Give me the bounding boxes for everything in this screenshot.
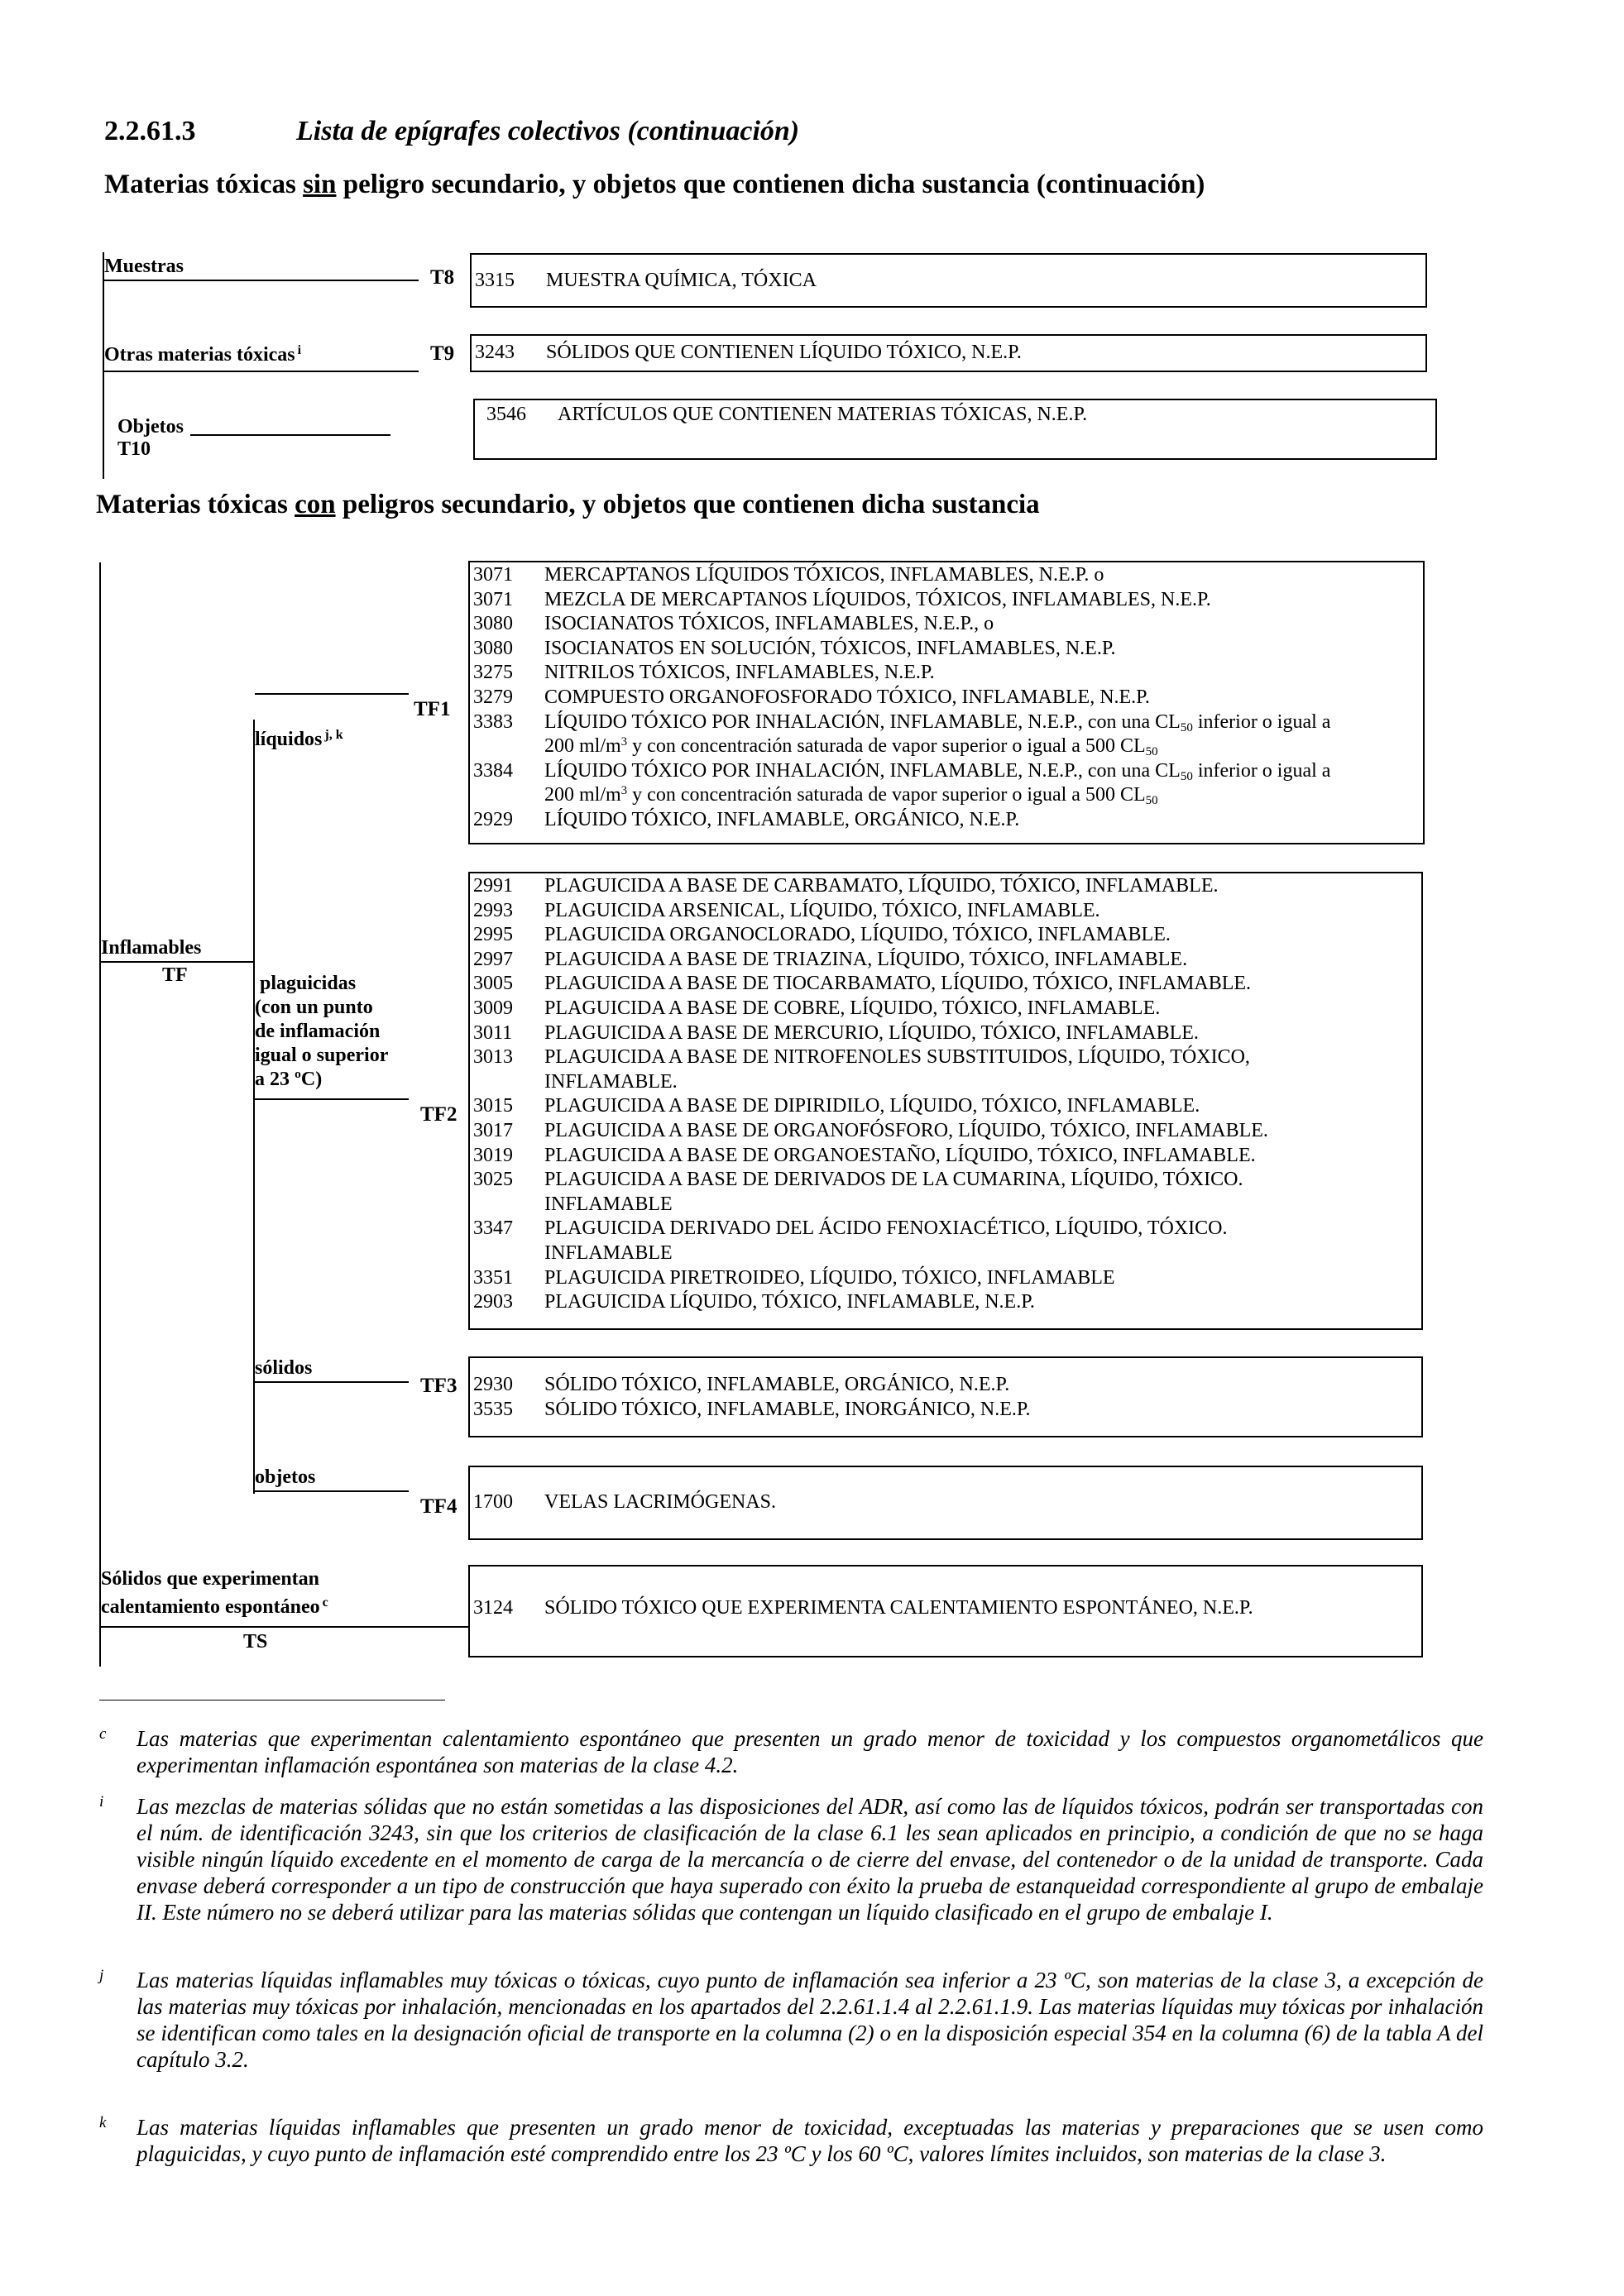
list-item: 3347 PLAGUICIDA DERIVADO DEL ÁCIDO FENOXIACÉTICO, LÍQUIDO, TÓXICO. xyxy=(473,1217,1228,1240)
list-item: INFLAMABLE xyxy=(544,1193,673,1215)
list-item: 2930 SÓLIDO TÓXICO, INFLAMABLE, ORGÁNICO, N.E.P. xyxy=(473,1374,1010,1395)
label-plaguicidas: plaguicidas (con un punto de inflamación igual o superior a 23 ºC) xyxy=(255,973,389,1090)
rule-tf3 xyxy=(255,1381,409,1383)
list-item: 3071 MERCAPTANOS LÍQUIDOS TÓXICOS, INFLAMABLES, N.E.P. o xyxy=(473,564,1104,586)
rule-tf1 xyxy=(255,693,409,695)
code-tf: TF xyxy=(162,964,188,986)
box-t10 xyxy=(473,399,1437,460)
group2-outer-bracket xyxy=(99,562,101,1667)
list-item: 3383 LÍQUIDO TÓXICO POR INHALACIÓN, INFLAMABLE, N.E.P., con una $CL_{50}$ inferior o igual a xyxy=(473,710,1331,734)
list-item: 3124 SÓLIDO TÓXICO QUE EXPERIMENTA CALENTAMIENTO ESPONTÁNEO, N.E.P. xyxy=(473,1597,1253,1619)
rule-ts xyxy=(99,1626,468,1628)
code-t8: T8 xyxy=(430,266,455,289)
label-muestras: Muestras xyxy=(104,256,184,277)
list-item: 1700 VELAS LACRIMÓGENAS. xyxy=(473,1491,777,1513)
rule-muestras xyxy=(103,280,419,281)
code-tf4: TF4 xyxy=(420,1495,457,1518)
list-item: 3243 SÓLIDOS QUE CONTIENEN LÍQUIDO TÓXICO, N.E.P. xyxy=(475,342,1022,363)
list-item: 3071 MEZCLA DE MERCAPTANOS LÍQUIDOS, TÓXICOS, INFLAMABLES, N.E.P. xyxy=(473,588,1211,610)
box-t9 xyxy=(470,334,1427,372)
label-inflamables: Inflamables xyxy=(101,937,202,959)
label-solidos-calentamiento: Sólidos que experimentan calentamiento espontáneo $^c$ xyxy=(101,1568,328,1618)
list-item: 2929 LÍQUIDO TÓXICO, INFLAMABLE, ORGÁNICO, N.E.P. xyxy=(473,808,1020,830)
subtitle-con: Materias tóxicas con peligros secundario, y objetos que contienen dicha sustancia xyxy=(96,490,1040,519)
rule-tf4 xyxy=(255,1490,409,1492)
list-item: 3019 PLAGUICIDA A BASE DE ORGANOESTAÑO, LÍQUIDO, TÓXICO, INFLAMABLE. xyxy=(473,1144,1256,1166)
label-solidos: sólidos xyxy=(255,1357,313,1379)
rule-inflamables xyxy=(99,961,255,963)
rule-otras xyxy=(103,371,419,372)
list-item: 3546 ARTÍCULOS QUE CONTIENEN MATERIAS TÓXICAS, N.E.P. xyxy=(486,404,1088,425)
code-tf2: TF2 xyxy=(420,1103,457,1126)
code-tf1: TF1 xyxy=(414,698,451,720)
box-tf2 xyxy=(468,872,1423,1330)
label-objetos: Objetos xyxy=(117,416,184,438)
list-item: 3279 COMPUESTO ORGANOFOSFORADO TÓXICO, INFLAMABLE, N.E.P. xyxy=(473,686,1150,708)
code-t9: T9 xyxy=(430,342,455,365)
list-item: 3315 MUESTRA QUÍMICA, TÓXICA xyxy=(475,270,817,291)
list-item: 3080 ISOCIANATOS TÓXICOS, INFLAMABLES, N.E.P., o xyxy=(473,613,994,635)
list-item: 3275 NITRILOS TÓXICOS, INFLAMABLES, N.E.P. xyxy=(473,662,935,684)
list-item: 3535 SÓLIDO TÓXICO, INFLAMABLE, INORGÁNICO, N.E.P. xyxy=(473,1398,1031,1420)
section-title: Lista de epígrafes colectivos (continuación) xyxy=(296,116,800,146)
list-item: 3025 PLAGUICIDA A BASE DE DERIVADOS DE LA CUMARINA, LÍQUIDO, TÓXICO. xyxy=(473,1169,1243,1191)
list-item: INFLAMABLE. xyxy=(544,1070,678,1093)
label-liquidos: líquidos $^{j, k}$ xyxy=(255,728,343,750)
code-t10: T10 xyxy=(117,438,151,460)
rule-tf2 xyxy=(255,1098,409,1100)
section-number: 2.2.61.3 xyxy=(104,116,196,146)
list-item: 3005 PLAGUICIDA A BASE DE TIOCARBAMATO, LÍQUIDO, TÓXICO, INFLAMABLE. xyxy=(473,973,1252,995)
section-heading xyxy=(104,116,799,147)
label-otras-materias: Otras materias tóxicas $^i$ xyxy=(104,343,302,366)
list-item: 3351 PLAGUICIDA PIRETROIDEO, LÍQUIDO, TÓXICO, INFLAMABLE xyxy=(473,1266,1115,1289)
list-item: 2995 PLAGUICIDA ORGANOCLORADO, LÍQUIDO, TÓXICO, INFLAMABLE. xyxy=(473,924,1171,946)
list-item: 200 $ml/m^3$ y con concentración saturada de vapor superior o igual a 500 $CL_{50}$ xyxy=(544,735,1158,759)
list-item: 3009 PLAGUICIDA A BASE DE COBRE, LÍQUIDO, TÓXICO, INFLAMABLE. xyxy=(473,997,1161,1019)
list-item: 3384 LÍQUIDO TÓXICO POR INHALACIÓN, INFLAMABLE, N.E.P., con una $CL_{50}$ inferior o igual a xyxy=(473,759,1331,783)
box-t8 xyxy=(470,253,1427,308)
list-item: 3080 ISOCIANATOS EN SOLUCIÓN, TÓXICOS, INFLAMABLES, N.E.P. xyxy=(473,637,1116,659)
list-item: INFLAMABLE xyxy=(544,1241,673,1264)
list-item: 2991 PLAGUICIDA A BASE DE CARBAMATO, LÍQUIDO, TÓXICO, INFLAMABLE. xyxy=(473,875,1219,897)
code-tf3: TF3 xyxy=(420,1375,457,1397)
list-item: 2903 PLAGUICIDA LÍQUIDO, TÓXICO, INFLAMABLE, N.E.P. xyxy=(473,1291,1035,1313)
list-item: 2993 PLAGUICIDA ARSENICAL, LÍQUIDO, TÓXICO, INFLAMABLE. xyxy=(473,899,1100,921)
box-tf1 xyxy=(468,561,1425,844)
list-item: 3015 PLAGUICIDA A BASE DE DIPIRIDILO, LÍQUIDO, TÓXICO, INFLAMABLE. xyxy=(473,1095,1200,1117)
rule-objetos xyxy=(190,434,390,436)
list-item: 200 $ml/m^3$ y con concentración saturada de vapor superior o igual a 500 $CL_{50}$ xyxy=(544,784,1158,808)
list-item: 3013 PLAGUICIDA A BASE DE NITROFENOLES SUBSTITUIDOS, LÍQUIDO, TÓXICO, xyxy=(473,1046,1250,1069)
label-objetos-tf4: objetos xyxy=(255,1466,316,1488)
box-tf4 xyxy=(468,1466,1423,1540)
code-ts: TS xyxy=(243,1631,268,1653)
list-item: 2997 PLAGUICIDA A BASE DE TRIAZINA, LÍQUIDO, TÓXICO, INFLAMABLE. xyxy=(473,948,1188,970)
box-ts xyxy=(468,1565,1423,1657)
list-item: 3011 PLAGUICIDA A BASE DE MERCURIO, LÍQUIDO, TÓXICO, INFLAMABLE. xyxy=(473,1021,1199,1044)
list-item: 3017 PLAGUICIDA A BASE DE ORGANOFÓSFORO, LÍQUIDO, TÓXICO, INFLAMABLE. xyxy=(473,1119,1268,1141)
box-tf3 xyxy=(468,1356,1423,1437)
subtitle-sin: Materias tóxicas sin peligro secundario, y objetos que contienen dicha sustancia (continuación) xyxy=(104,170,1205,199)
